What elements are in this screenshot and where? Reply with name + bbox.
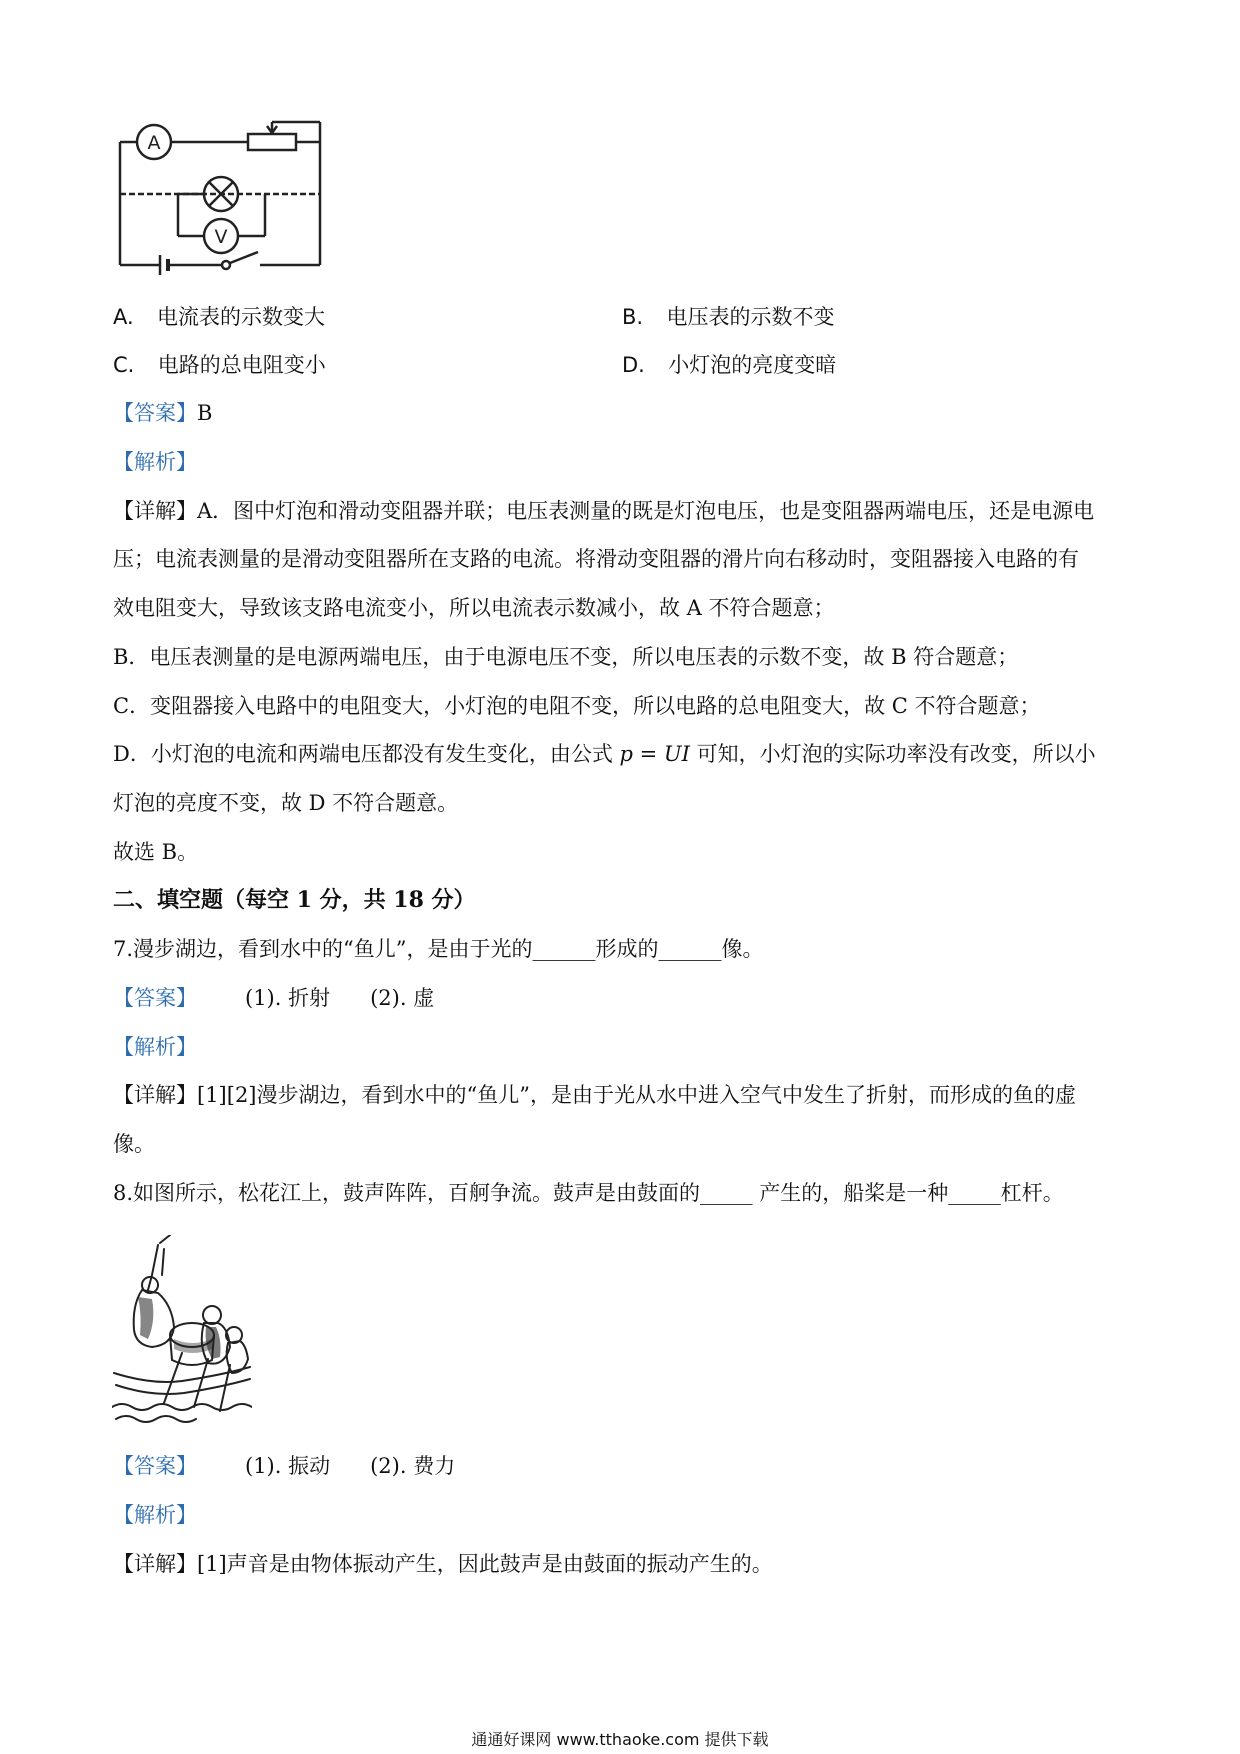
q6-detail-line-6: D．小灯泡的电流和两端电压都没有发生变化，由公式 p = UI 可知，小灯泡的实际功率没有改变，所以小	[113, 742, 1096, 766]
q7-analysis-tag: 【解析】	[113, 1035, 197, 1059]
q6-answer	[113, 399, 212, 427]
q7-detail-line-2: 像。	[113, 1132, 155, 1156]
q6-analysis	[113, 448, 197, 476]
q6-detail-tag: 【详解】	[113, 499, 197, 523]
q6-answer-tag: 【答案】	[113, 401, 197, 425]
q7-analysis	[113, 1033, 197, 1061]
q6-detail-line-4: B．电压表测量的是电源两端电压，由于电源电压不变，所以电压表的示数不变，故 B 符合题意；	[113, 645, 1019, 669]
q6-detail-line-7: 灯泡的亮度不变，故 D 不符合题意。	[113, 791, 459, 815]
option-b-label: B.	[622, 305, 644, 329]
q6-detail-line-5: C．变阻器接入电路中的电阻变大，小灯泡的电阻不变，所以电路的总电阻变大，故 C 不符合题意；	[113, 694, 1041, 718]
option-d	[622, 351, 836, 379]
q8-detail-line-1: 【详解】[1]声音是由物体振动产生，因此鼓声是由鼓面的振动产生的。	[113, 1552, 773, 1576]
q8-analysis	[113, 1501, 197, 1529]
ammeter-symbol: A	[147, 132, 161, 154]
voltmeter-symbol: V	[214, 226, 228, 248]
q8-answer	[113, 1452, 455, 1480]
option-c-text: 电路的总电阻变小	[157, 353, 326, 377]
option-a-text: 电流表的示数变大	[157, 305, 326, 329]
q6-conclusion: 故选 B。	[113, 840, 199, 864]
option-b-text: 电压表的示数不变	[666, 305, 835, 329]
q8-analysis-tag: 【解析】	[113, 1503, 197, 1527]
q6-analysis-tag: 【解析】	[113, 450, 197, 474]
option-c-label: C.	[113, 353, 135, 377]
option-b	[622, 303, 834, 331]
q7-answer-1: (1). 折射	[245, 986, 331, 1010]
q7-answer	[113, 984, 434, 1012]
q7-stem: 7.漫步湖边，看到水中的“鱼儿”，是由于光的______形成的______像。	[113, 937, 764, 961]
option-a-label: A.	[113, 305, 134, 329]
q8-answer-1: (1). 振动	[245, 1454, 331, 1478]
dragon-boat-illustration	[112, 1235, 252, 1425]
q6-answer-value: B	[197, 401, 213, 425]
q7-answer-tag: 【答案】	[113, 986, 197, 1010]
circuit-diagram	[110, 112, 325, 277]
q7-detail-tag: 【详解】	[113, 1083, 197, 1107]
page-footer: 通通好课网 www.tthaoke.com 提供下载	[471, 1730, 769, 1749]
q6-detail-line-3: 效电阻变大，导致该支路电流变小，所以电流表示数减小，故 A 不符合题意；	[113, 596, 835, 620]
option-d-label: D.	[622, 353, 645, 377]
q7-detail-line-1: 【详解】[1][2]漫步湖边，看到水中的“鱼儿”，是由于光从水中进入空气中发生了折射，而形成的鱼的虚	[113, 1083, 1076, 1107]
q8-answer-2: (2). 费力	[370, 1454, 456, 1478]
option-c	[113, 351, 326, 379]
q6-detail-line-2: 压；电流表测量的是滑动变阻器所在支路的电流。将滑动变阻器的滑片向右移动时，变阻器接入电路的有	[113, 547, 1079, 571]
option-a	[113, 303, 325, 331]
q8-answer-tag: 【答案】	[113, 1454, 197, 1478]
option-d-text: 小灯泡的亮度变暗	[668, 353, 837, 377]
power-formula: p = UI	[619, 742, 690, 766]
section-heading: 二、填空题（每空 1 分，共 18 分）	[113, 887, 476, 913]
q6-detail-line-1: 【详解】A．图中灯泡和滑动变阻器并联；电压表测量的既是灯泡电压，也是变阻器两端电压，还是电源电	[113, 499, 1095, 523]
q8-stem: 8.如图所示，松花江上，鼓声阵阵，百舸争流。鼓声是由鼓面的_____ 产生的，船桨是一种_____杠杆。	[113, 1181, 1064, 1205]
q7-answer-2: (2). 虚	[370, 986, 435, 1010]
q8-detail-tag: 【详解】	[113, 1552, 197, 1576]
